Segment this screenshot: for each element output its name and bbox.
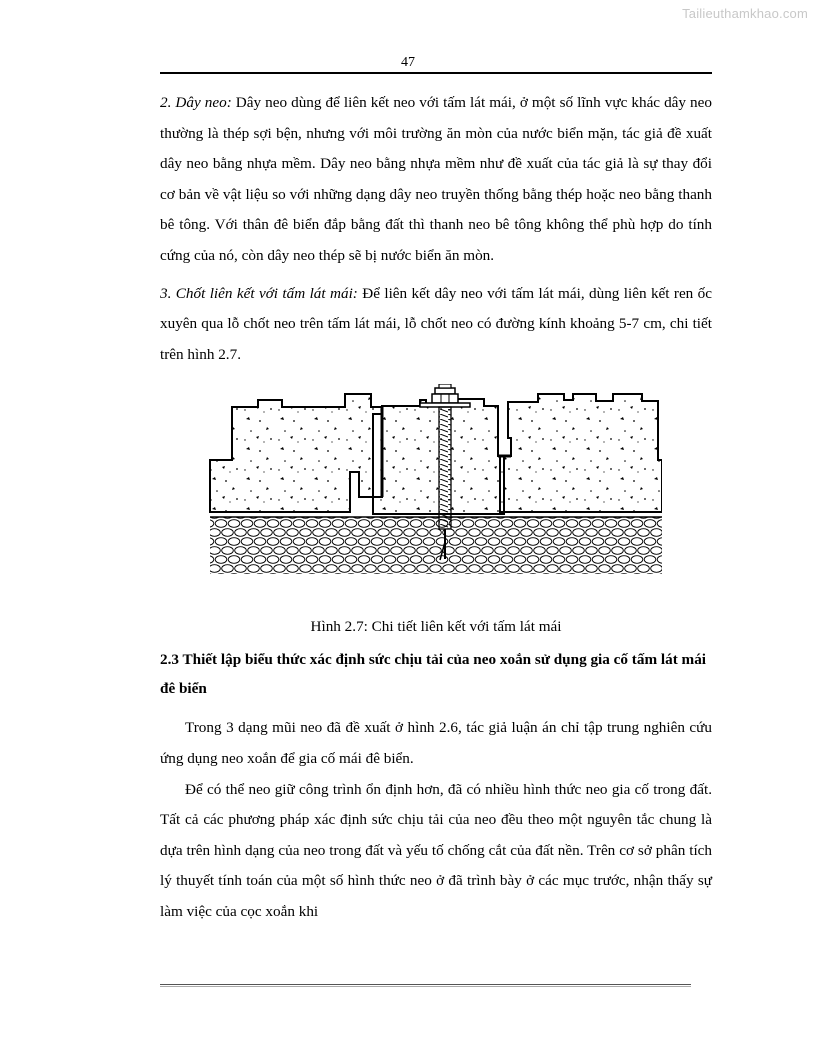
gravel-layer xyxy=(210,517,662,574)
paragraph-chot-lien-ket xyxy=(160,279,712,371)
page-number: 47 xyxy=(401,55,415,70)
text-day-neo: Dây neo dùng để liên kết neo với tấm lát mái, ở một số lĩnh vực khác dây neo thường là thép sợi bện, nhưng với môi trường ăn mòn của nước biển mặn, tác giả đề xuất dây neo bằng nhựa mềm. Dây neo bằng nhựa mềm như đề xuất của tác giả là sự thay đổi cơ bản về vật liệu so với những dạng dây neo truyền thống bằng thép hoặc neo bằng thanh bê tông. Với thân đê biển đắp bằng đất thì thanh neo bê tông không thể phù hợp do tính cứng của nó, còn dây neo thép sẽ bị nước biển ăn mòn. xyxy=(160,94,712,264)
header-rule xyxy=(160,72,712,74)
right-slab xyxy=(500,394,662,512)
paragraph-day-neo xyxy=(160,88,712,272)
anchor-connection-drawing xyxy=(208,384,662,574)
footer-rule xyxy=(160,984,691,987)
figure-caption: Hình 2.7: Chi tiết liên kết với tấm lát mái xyxy=(310,618,562,636)
label-chot-lien-ket: 3. Chốt liên kết với tấm lát mái: xyxy=(160,284,358,302)
label-day-neo: 2. Dây neo: xyxy=(160,94,232,111)
paragraph-1: Trong 3 dạng mũi neo đã đề xuất ở hình 2.6, tác giả luận án chỉ tập trung nghiên cứu ứng dụng neo xoắn để gia cố mái đê biển. xyxy=(160,719,712,767)
watermark: Tailieuthamkhao.com xyxy=(682,6,808,21)
figure-2-7 xyxy=(160,384,712,609)
left-slab xyxy=(210,394,382,512)
page-content xyxy=(160,88,712,928)
text-chot-lien-ket: Để liên kết dây neo với tấm lát mái, dùng liên kết ren ốc xuyên qua lỗ chốt neo trên tấm lát mái, lỗ chốt neo có đường kính khoảng 5-7 cm, chi tiết trên hình 2.7. xyxy=(160,284,713,363)
paragraph-2: Để có thể neo giữ công trình ổn định hơn, đã có nhiều hình thức neo gia cố trong đất. Tất cả các phương pháp xác định sức chịu tải của neo đều theo một nguyên tắc chung là dựa trên hình dạng của neo trong đất và yếu tố chống cắt của đất nền. Trên cơ sở phân tích lý thuyết tính toán của một số hình thức neo ở đã trình bày ở các mục trước, nhận thấy sự làm việc của cọc xoắn khi xyxy=(160,780,712,920)
section-heading-2-3: 2.3 Thiết lập biểu thức xác định sức chịu tải của neo xoắn sử dụng gia cố tấm lát mái đê biển xyxy=(160,651,707,698)
